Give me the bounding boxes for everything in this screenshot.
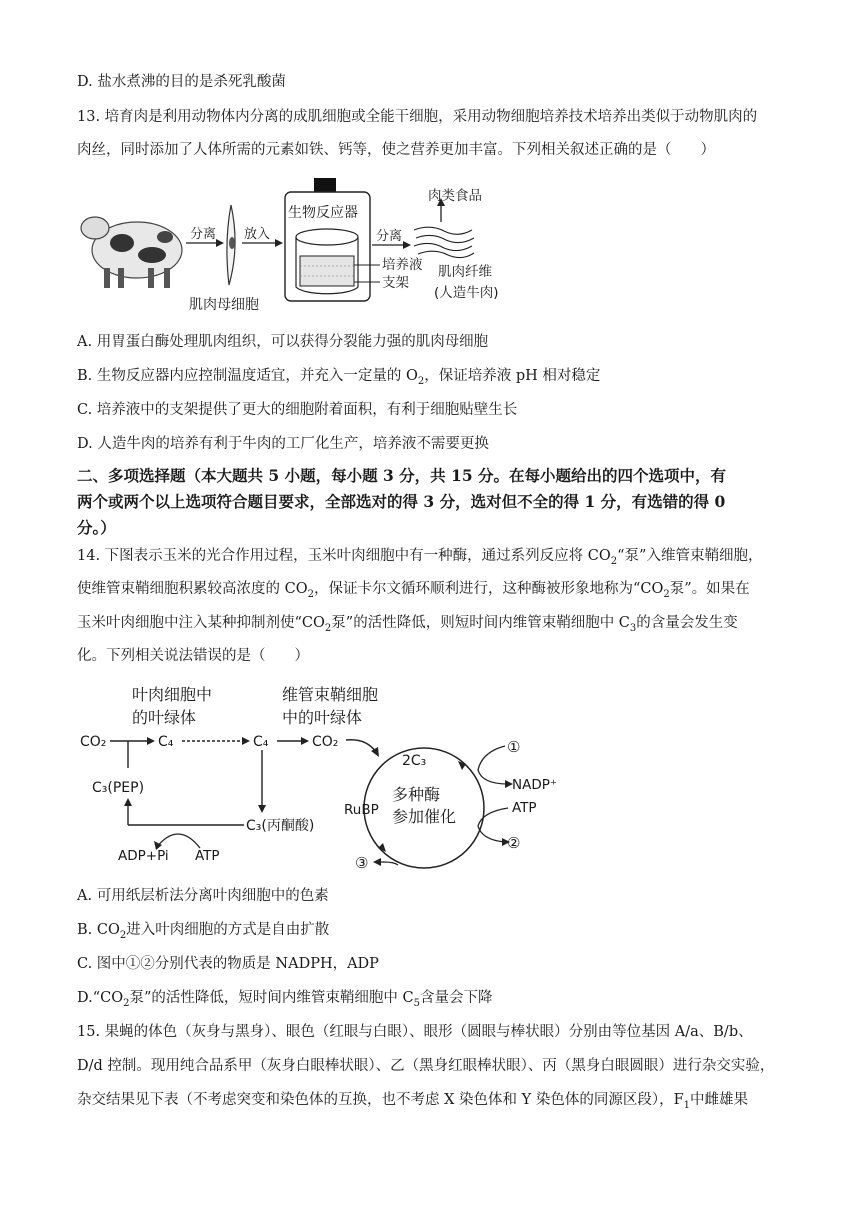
enzyme-label-1: 多种酶 <box>392 785 441 804</box>
label-muscle-fiber: 肌肉纤维 <box>438 264 492 280</box>
title-sheath-1: 维管束鞘细胞 <box>282 685 379 704</box>
label-artificial-beef: (人造牛肉) <box>434 285 499 301</box>
section2-line3: 分。） <box>77 518 116 537</box>
label-separate1: 分离 <box>190 227 217 242</box>
co2-b: CO₂ <box>312 734 339 750</box>
title-mesophyll-1: 叶肉细胞中 <box>132 685 213 704</box>
enzyme-label-2: 参加催化 <box>392 807 457 826</box>
q15-stem-line2: D/d 控制。现用纯合品系甲（灰身白眼棒状眼）、乙（黑身红眼棒状眼）、丙（黑身白眼圆眼）进行杂交实验， <box>77 1058 775 1074</box>
c3-2-label: 2C₃ <box>402 753 427 769</box>
q14-option-d: $D.“CO_2$泵”的活性降低，短时间内维管束鞘细胞中 $C_5$含量会下降 <box>77 990 493 1009</box>
q15-stem-line3: 杂交结果见下表（不考虑突变和染色体的互换，也不考虑 X 染色体和 Y 染色体的同源区段），$F_1$中雌雄果 <box>77 1092 749 1111</box>
q13-option-d: D. 人造牛肉的培养有利于牛肉的工厂化生产，培养液不需要更换 <box>77 436 489 452</box>
q15-stem-line1: 15. 果蝇的体色（灰身与黑身）、眼色（红眼与白眼）、眼形（圆眼与棒状眼）分别由等位基因 A/a、B/b、 <box>77 1024 753 1040</box>
circle2-label: ② <box>507 834 521 852</box>
label-support: 支架 <box>382 275 409 291</box>
q13-option-a: A. 用胃蛋白酶处理肌肉组织，可以获得分裂能力强的肌肉母细胞 <box>77 334 489 350</box>
q12-option-d: D. 盐水煮沸的目的是杀死乳酸菌 <box>77 74 286 90</box>
title-mesophyll-2: 的叶绿体 <box>132 708 197 727</box>
q14-stem-line1: 14. 下图表示玉米的光合作用过程，玉米叶肉细胞中有一种酶，通过系列反应将 $CO_2“$泵”入维管束鞘细胞， <box>77 548 763 567</box>
q14-stem-line2: 使维管束鞘细胞积累较高浓度的 $CO_2$，保证卡尔文循环顺利进行，这种酶被形象地称为“$CO_2$泵”。如果在 <box>77 581 750 600</box>
circle1-label: ① <box>507 738 521 756</box>
atp-left-label: ATP <box>195 848 220 864</box>
label-put-in: 放入 <box>244 227 271 242</box>
label-bioreactor: 生物反应器 <box>288 205 358 221</box>
section2-line2: 两个或两个以上选项符合题目要求，全部选对的得 3 分，选对但不全的得 1 分，有选错的得 0 <box>77 492 726 511</box>
q14-option-c: C. 图中①②分别代表的物质是 NADPH，ADP <box>77 956 379 972</box>
q13-option-c: C. 培养液中的支架提供了更大的细胞附着面积，有利于细胞贴壁生长 <box>77 402 518 418</box>
section2-line1: 二、多项选择题（本大题共 5 小题，每小题 3 分，共 15 分。在每小题给出的四个选项中，有 <box>77 466 727 485</box>
adp-pi-label: ADP+Pi <box>118 848 169 864</box>
label-separate2: 分离 <box>376 229 403 244</box>
q14-option-a: A. 可用纸层析法分离叶肉细胞中的色素 <box>77 888 329 904</box>
circle3-label: ③ <box>355 854 369 872</box>
rubp-label: RuBP <box>344 802 379 818</box>
c4-b: C₄ <box>253 734 269 750</box>
q14-stem-line4: 化。下列相关说法错误的是（ ） <box>77 648 309 664</box>
pyruvate-label: C₃(丙酮酸) <box>246 818 315 834</box>
label-culture-medium: 培养液 <box>382 257 423 273</box>
atp-right-label: ATP <box>512 800 537 816</box>
label-myoblast: 肌肉母细胞 <box>189 297 259 313</box>
nadp-label: NADP⁺ <box>512 777 557 793</box>
q13-stem-line2: 肉丝，同时添加了人体所需的元素如铁、钙等，使之营养更加丰富。下列相关叙述正确的是（ ） <box>77 142 715 158</box>
c4-a: C₄ <box>158 734 174 750</box>
q13-option-b: B. 生物反应器内应控制温度适宜，并充入一定量的 $O_2$，保证培养液 pH 相对稳定 <box>77 368 601 387</box>
q14-stem-line3: 玉米叶肉细胞中注入某种抑制剂使“$CO_2$泵”的活性降低，则短时间内维管束鞘细胞中 $C_3$的含量会发生变 <box>77 615 738 634</box>
title-sheath-2: 中的叶绿体 <box>282 708 363 727</box>
label-meat-food: 肉类食品 <box>428 188 482 204</box>
pep-label: C₃(PEP) <box>92 780 145 796</box>
q14-option-b: B. $CO_2$进入叶肉细胞的方式是自由扩散 <box>77 922 330 941</box>
q13-stem-line1: 13. 培育肉是利用动物体内分离的成肌细胞或全能干细胞，采用动物细胞培养技术培养出类似于动物肌肉的 <box>77 109 758 125</box>
co2-a: CO₂ <box>80 734 107 750</box>
